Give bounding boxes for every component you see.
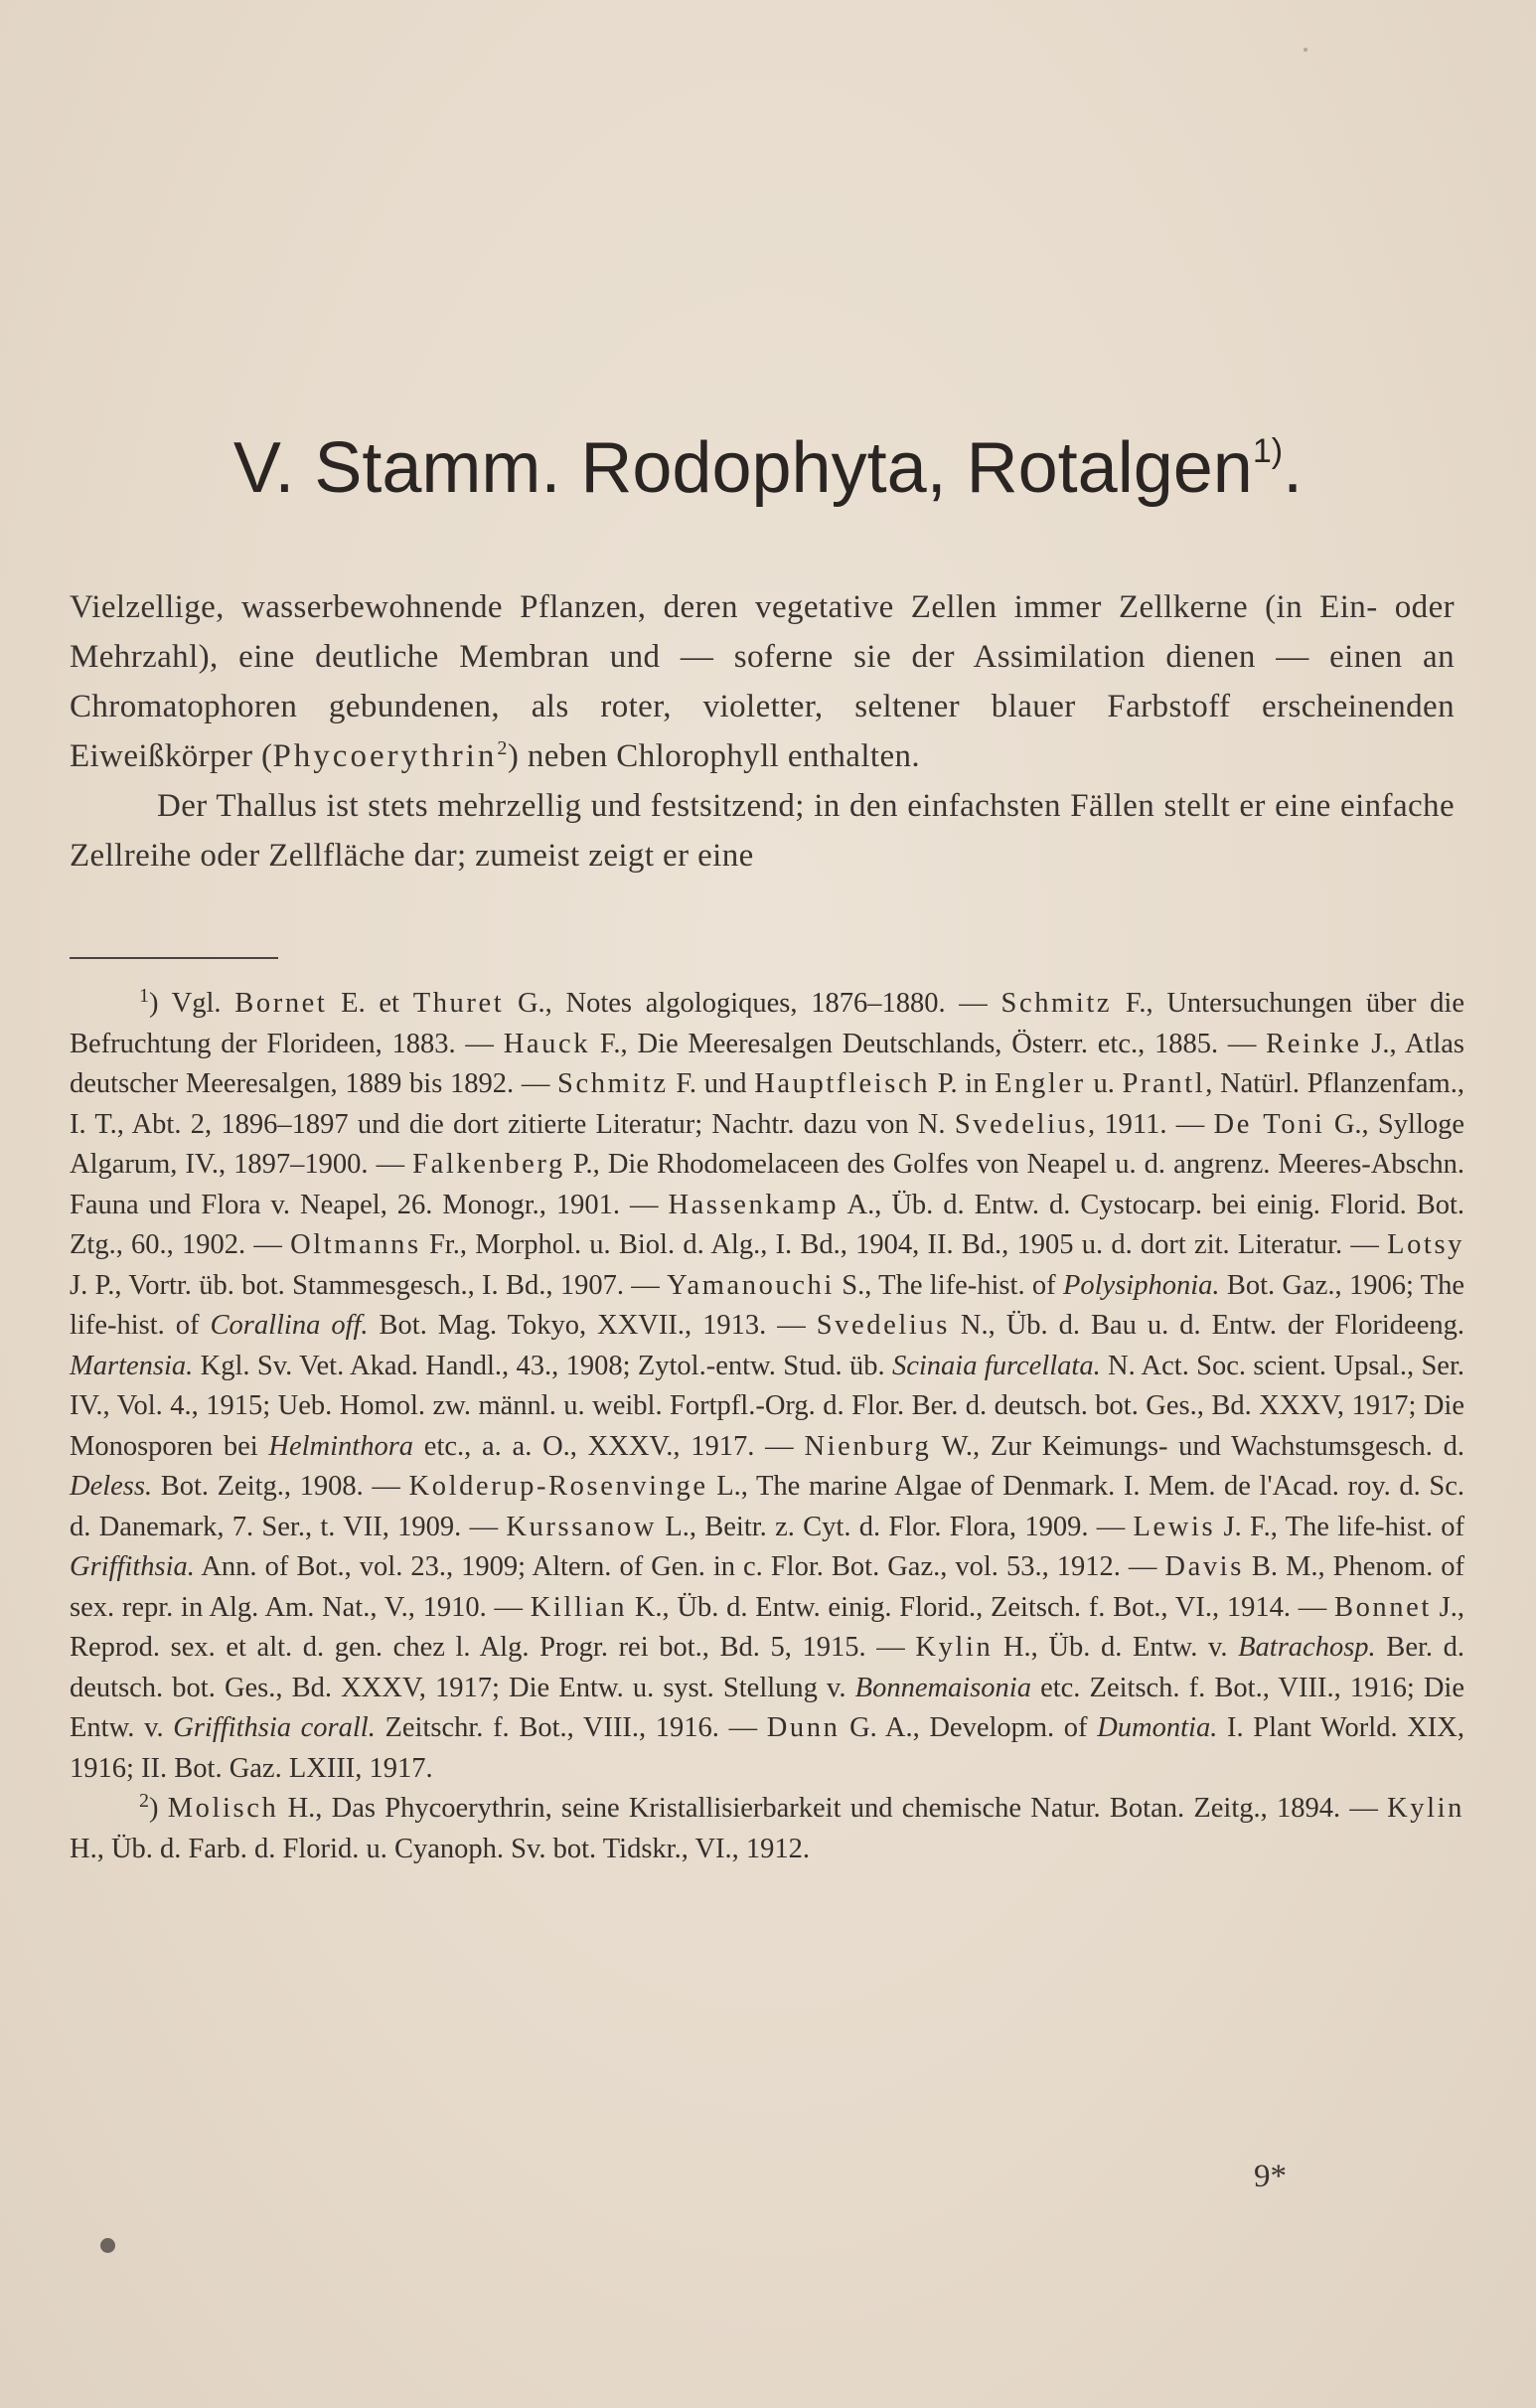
footnote-text: G. A., Developm. of: [840, 1712, 1098, 1743]
taxon-name: Bonnemaisonia: [854, 1672, 1031, 1703]
footnote-text: Ann. of Bot., vol. 23., 1909; Altern. of Gen. in c. Flor. Bot. Gaz., vol. 53., 1912. —: [194, 1551, 1165, 1582]
taxon-name: Deless.: [70, 1471, 153, 1502]
footnote-text: Zeitschr. f. Bot., VIII., 1916. —: [375, 1712, 767, 1743]
footnote-text: L., Beitr. z. Cyt. d. Flor. Flora, 1909. —: [657, 1511, 1134, 1542]
footnotes: [70, 984, 1464, 1869]
author-name: Svedelius: [816, 1310, 950, 1341]
body-paragraph-2: Der Thallus ist stets mehrzellig und festsitzend; in den einfachsten Fällen stellt er eine einfache Zellreihe oder Zellfläche dar; zumeist zeigt er eine: [70, 788, 1455, 874]
footnote-text: Kgl. Sv. Vet. Akad. Handl., 43., 1908; Zytol.-entw. Stud. üb.: [193, 1350, 892, 1381]
taxon-name: Helminthora: [268, 1430, 414, 1462]
footnote-text: etc. Zeitsch. f. Bot., VIII., 1916; Die Entw. v.: [70, 1672, 1464, 1743]
footnote-text: W., Zur Keimungs- und Wachstumsgesch. d.: [931, 1430, 1464, 1462]
page-number: 9*: [1254, 2159, 1287, 2194]
author-name: Hauck: [503, 1028, 591, 1059]
author-name: Davis: [1164, 1551, 1244, 1582]
footnote-ref-2: 2: [497, 737, 508, 759]
footnote-text: N., Üb. d. Bau u. d. Entw. der Florideeng.: [949, 1310, 1464, 1341]
taxon-name: Griffithsia.: [70, 1551, 195, 1582]
footnote-text: Bot. Gaz., 1906; The life-hist. of: [70, 1269, 1464, 1341]
author-name: Schmitz: [557, 1068, 669, 1099]
taxon-name: Polysiphonia.: [1062, 1269, 1220, 1301]
taxon-name: Dumontia.: [1097, 1712, 1218, 1743]
footnote-text: Bot. Mag. Tokyo, XXVII., 1913. —: [368, 1310, 817, 1341]
footnote-text: G., Notes algologiques, 1876–1880. —: [504, 988, 1001, 1019]
footnote-text: B. M., Phenom. of sex. repr. in Alg. Am. Nat., V., 1910. —: [70, 1551, 1464, 1623]
footnote-text: A., Üb. d. Entw. d. Cystocarp. bei einig. Florid. Bot. Ztg., 60., 1902. —: [70, 1189, 1464, 1260]
author-name: Kurssanow: [506, 1511, 658, 1542]
footnote-text: E. et: [327, 988, 413, 1019]
footnote-marker: 2: [139, 1790, 149, 1812]
footnote-rule: [70, 957, 278, 959]
author-name: Hauptfleisch: [754, 1068, 931, 1099]
taxon-name: Scinaia furcellata.: [891, 1350, 1101, 1381]
author-name: Lotsy: [1387, 1229, 1464, 1260]
footnote-text: J. F., The life-hist. of: [1215, 1511, 1464, 1542]
footnote-text: Fr., Morphol. u. Biol. d. Alg., I. Bd., 1904, II. Bd., 1905 u. d. dort zit. Literatur. —: [420, 1229, 1388, 1260]
author-name: Dunn: [766, 1712, 841, 1743]
footnote-marker: 1: [139, 985, 149, 1007]
footnote-text: H., Üb. d. Entw. v.: [993, 1632, 1239, 1663]
body-paragraph-1: [70, 582, 1455, 781]
footnote-text: Ber. d. deutsch. bot. Ges., Bd. XXXV, 1917; Die Entw. u. syst. Stellung v.: [70, 1632, 1464, 1703]
author-name: Kylin: [915, 1632, 994, 1663]
chapter-title-footnote-ref: 1): [1252, 432, 1284, 470]
author-name: Engler: [995, 1068, 1086, 1099]
taxon-name: Corallina off.: [210, 1310, 369, 1341]
footnote-text: L., The marine Algae of Denmark. I. Mem. de l'Acad. roy. d. Sc. d. Danemark, 7. Ser., t. VII, 1909. —: [70, 1471, 1464, 1542]
author-name: Yamanouchi: [667, 1269, 835, 1301]
author-name: Prantl: [1122, 1068, 1206, 1099]
print-speck: [100, 2238, 115, 2253]
author-name: Nienburg: [804, 1430, 932, 1462]
author-name: Thuret: [412, 988, 505, 1019]
footnote-text: ) Vgl.: [149, 988, 235, 1019]
author-name: Bornet: [234, 988, 328, 1019]
footnote-text: F. und: [668, 1068, 755, 1099]
footnote-text: J., Reprod. sex. et alt. d. gen. chez l. Alg. Progr. rei bot., Bd. 5, 1915. —: [70, 1591, 1464, 1663]
footnote-text: ): [149, 1793, 168, 1824]
footnote-text: J., Atlas deutscher Meeresalgen, 1889 bis 1892. —: [70, 1028, 1464, 1099]
footnote-text: I. Plant World. XIX, 1916; II. Bot. Gaz. LXIII, 1917.: [70, 1712, 1464, 1784]
author-name: Kylin: [1387, 1793, 1464, 1824]
footnote-text: etc., a. a. O., XXXV., 1917. —: [413, 1430, 805, 1462]
author-name: Falkenberg: [412, 1149, 565, 1180]
author-name: Oltmanns: [290, 1229, 421, 1260]
footnote-text: P., Die Rhodomelaceen des Golfes von Neapel u. d. angrenz. Meeres-Abschn. Fauna und Flora v. Neapel, 26. Monogr., 1901. —: [70, 1149, 1464, 1220]
author-name: Killian: [530, 1591, 628, 1623]
footnote-text: S., The life-hist. of: [834, 1269, 1063, 1301]
footnote-text: , 1911. —: [1088, 1108, 1214, 1140]
author-name: Svedelius: [954, 1108, 1089, 1140]
author-name: Kolderup-Rosenvinge: [408, 1471, 708, 1502]
taxon-name: Batrachosp.: [1238, 1632, 1376, 1663]
chapter-title: V. Stamm. Rodophyta, Rotalgen$^{1)}$.: [232, 428, 1304, 508]
taxon-name: Martensia.: [70, 1350, 194, 1381]
footnote-text: N. Act. Soc. scient. Upsal., Ser. IV., Vol. 4., 1915; Ueb. Homol. zw. männl. u. weibl. Fortpfl.-Org. d. Flor. Ber. d. deutsch. bot. Ges., Bd. XXXV, 1917; Die Monosporen bei: [70, 1350, 1465, 1462]
footnote-text: P. in: [930, 1068, 996, 1099]
footnote-text: , Natürl. Pflanzenfam., I. T., Abt. 2, 1896–1897 und die dort zitierte Literatur; Nachtr. dazu von N.: [70, 1068, 1464, 1140]
author-name: Molisch: [167, 1793, 279, 1824]
footnote-text: J. P., Vortr. üb. bot. Stammesgesch., I. Bd., 1907. —: [70, 1269, 668, 1301]
footnote-1: [70, 984, 1464, 1789]
paragraph-1-text: Vielzellige, wasserbewohnende Pflanzen, deren vegetative Zellen immer Zellkerne (in Ein- oder Mehrzahl), eine deutliche Membran und — soferne sie der Assimilation dienen — einen an Chromatophoren gebundenen, als roter, violetter, seltener blauer Farbstoff erscheinenden Eiweißkörper (: [70, 589, 1455, 774]
footnote-text: K., Üb. d. Entw. einig. Florid., Zeitsch. f. Bot., VI., 1914. —: [627, 1591, 1334, 1623]
footnote-2: [70, 1789, 1464, 1869]
footnote-text: Bot. Zeitg., 1908. —: [152, 1471, 409, 1502]
paragraph-1-end: ) neben Chlorophyll enthalten.: [507, 738, 921, 774]
footnote-text: u.: [1085, 1068, 1123, 1099]
author-name: Lewis: [1133, 1511, 1216, 1542]
author-name: De Toni: [1213, 1108, 1325, 1140]
term-phycoerythrin: Phycoerythrin: [272, 738, 498, 774]
footnote-text: H., Das Phycoerythrin, seine Kristallisierbarkeit und chemische Natur. Botan. Zeitg., 1894. —: [278, 1793, 1388, 1824]
body-text: [70, 582, 1455, 881]
footnote-text: H., Üb. d. Farb. d. Florid. u. Cyanoph. Sv. bot. Tidskr., VI., 1912.: [70, 1833, 811, 1864]
taxon-name: Griffithsia corall.: [173, 1712, 376, 1743]
author-name: Bonnet: [1333, 1591, 1432, 1623]
chapter-title-text: V. Stamm. Rodophyta, Rotalgen: [232, 428, 1253, 508]
footnote-text: F., Untersuchungen über die Befruchtung der Florideen, 1883. —: [70, 988, 1465, 1059]
author-name: Hassenkamp: [668, 1189, 840, 1220]
footnote-text: G., Sylloge Algarum, IV., 1897–1900. —: [70, 1108, 1465, 1180]
author-name: Schmitz: [1000, 988, 1113, 1019]
footnote-text: F., Die Meeresalgen Deutschlands, Österr. etc., 1885. —: [590, 1028, 1267, 1059]
author-name: Reinke: [1266, 1028, 1362, 1059]
print-speck: [1304, 48, 1307, 52]
